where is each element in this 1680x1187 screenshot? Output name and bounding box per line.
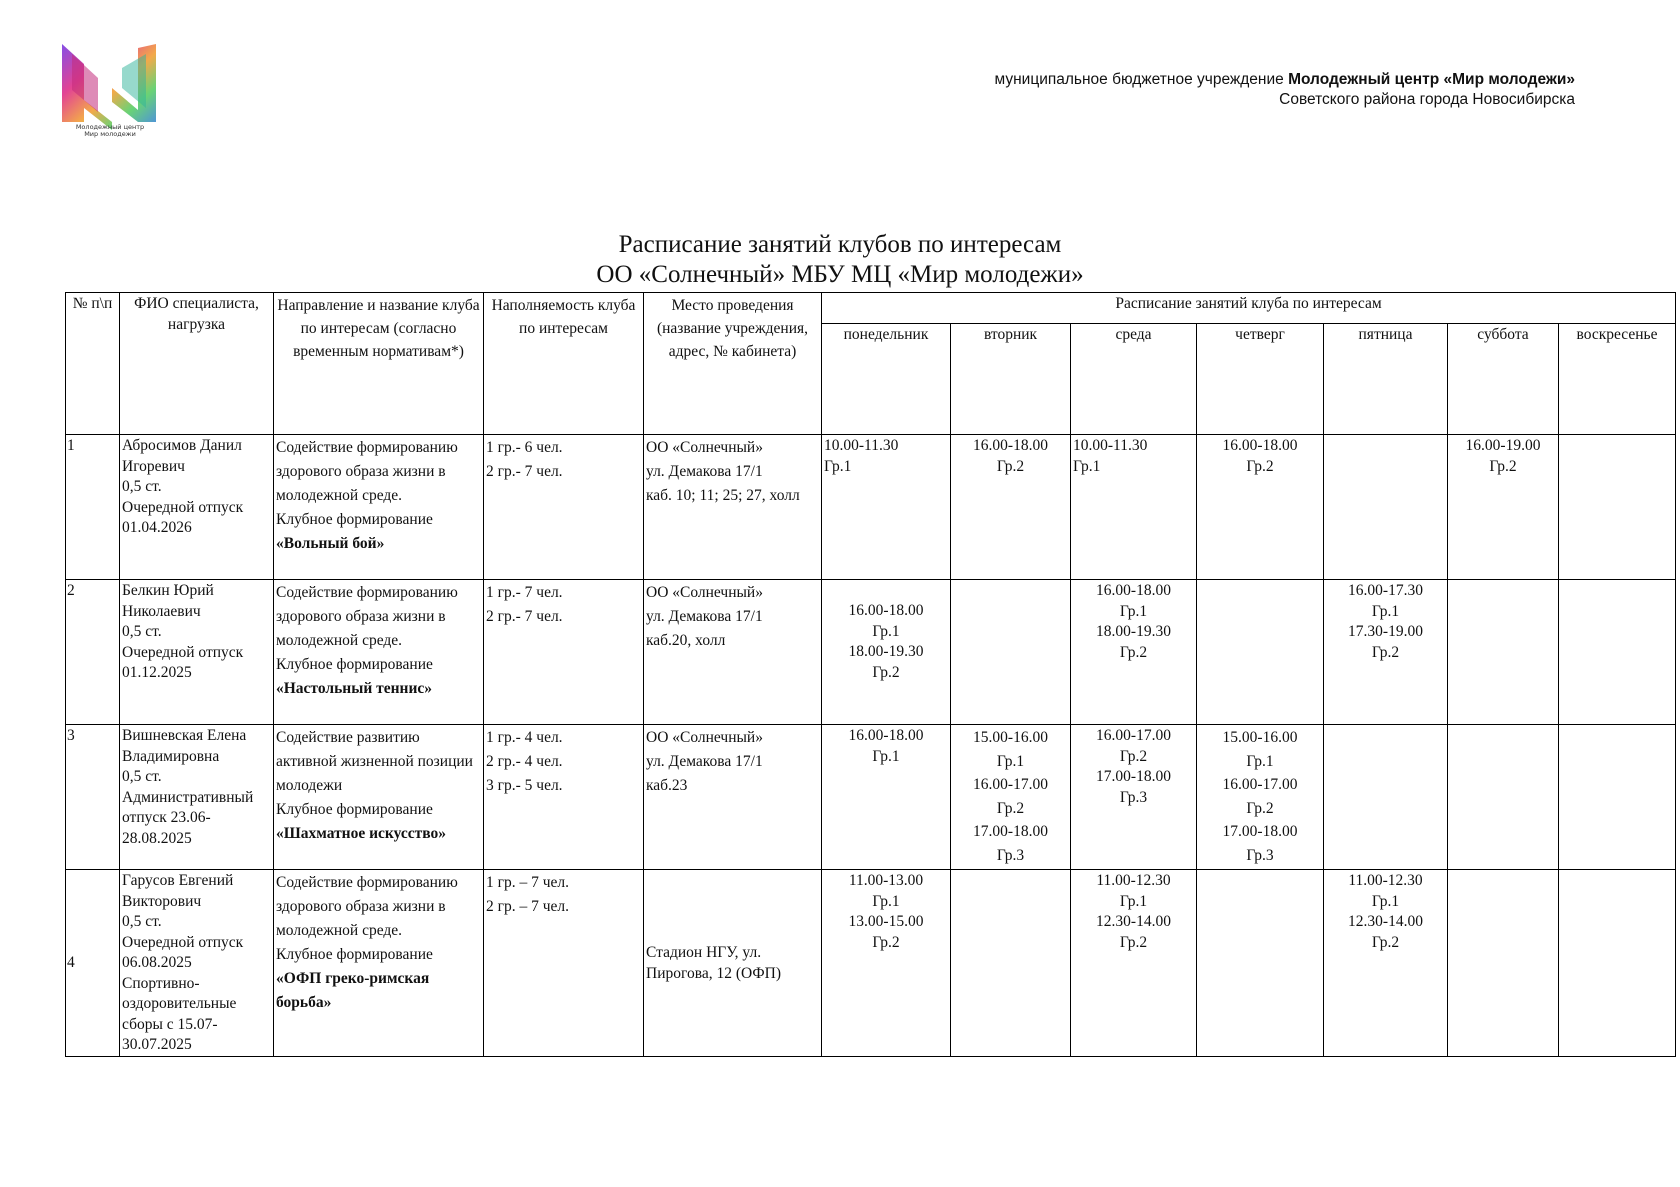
- cell-sunday: [1559, 435, 1676, 580]
- cell-friday: 16.00-17.30 Гр.1 17.30-19.00 Гр.2: [1324, 580, 1448, 725]
- cell-tuesday: 15.00-16.00 Гр.1 16.00-17.00 Гр.2 17.00-18.00 Гр.3: [951, 725, 1071, 870]
- row-place: ОО «Солнечный» ул. Демакова 17/1 каб.20, холл: [644, 580, 822, 725]
- cell-thursday: 15.00-16.00 Гр.1 16.00-17.00 Гр.2 17.00-18.00 Гр.3: [1197, 725, 1324, 870]
- row-direction: Содействие формированию здорового образа жизни в молодежной среде. Клубное формирование «ОФП греко-римская борьба»: [274, 870, 484, 1057]
- row-place: ОО «Солнечный» ул. Демакова 17/1 каб.23: [644, 725, 822, 870]
- row-capacity: 1 гр.- 7 чел. 2 гр.- 7 чел.: [484, 580, 644, 725]
- cell-monday: 16.00-18.00 Гр.1 18.00-19.30 Гр.2: [822, 580, 951, 725]
- header-place: Место проведения (название учреждения, адрес, № кабинета): [644, 293, 822, 435]
- row-direction: Содействие формированию здорового образа жизни в молодежной среде. Клубное формирование «Настольный теннис»: [274, 580, 484, 725]
- day-saturday: суббота: [1448, 324, 1559, 435]
- cell-tuesday: 16.00-18.00 Гр.2: [951, 435, 1071, 580]
- cell-wednesday: 16.00-18.00 Гр.1 18.00-19.30 Гр.2: [1071, 580, 1197, 725]
- row-num: 3: [66, 725, 120, 870]
- table-row: [66, 870, 1676, 1057]
- header-num: № п\п: [66, 293, 120, 435]
- table-row: [66, 580, 1676, 725]
- row-num: 2: [66, 580, 120, 725]
- cell-wednesday: 11.00-12.30 Гр.1 12.30-14.00 Гр.2: [1071, 870, 1197, 1057]
- schedule-table: [65, 292, 1676, 1057]
- row-capacity: 1 гр.- 4 чел. 2 гр.- 4 чел. 3 гр.- 5 чел.: [484, 725, 644, 870]
- cell-friday: 11.00-12.30 Гр.1 12.30-14.00 Гр.2: [1324, 870, 1448, 1057]
- club-name: «Шахматное искусство»: [276, 825, 447, 842]
- row-fio: Абросимов Данил Игоревич 0,5 ст. Очередной отпуск 01.04.2026: [120, 435, 274, 580]
- page-subtitle: ОО «Солнечный» МБУ МЦ «Мир молодежи»: [596, 261, 1084, 288]
- row-fio: Вишневская Елена Владимировна 0,5 ст. Административный отпуск 23.06-28.08.2025: [120, 725, 274, 870]
- table-row: [66, 725, 1676, 870]
- cell-tuesday: [951, 580, 1071, 725]
- cell-friday: [1324, 725, 1448, 870]
- cell-monday: 10.00-11.30 Гр.1: [822, 435, 951, 580]
- cell-tuesday: [951, 870, 1071, 1057]
- club-name: «Настольный теннис»: [276, 680, 433, 697]
- day-thursday: четверг: [1197, 324, 1324, 435]
- day-wednesday: среда: [1071, 324, 1197, 435]
- logo-caption: Молодежный центр Мир молодежи: [75, 123, 145, 138]
- cell-saturday: [1448, 870, 1559, 1057]
- cell-wednesday: 10.00-11.30 Гр.1: [1071, 435, 1197, 580]
- row-num: 4: [66, 870, 120, 1057]
- cell-friday: [1324, 435, 1448, 580]
- row-capacity: 1 гр. – 7 чел. 2 гр. – 7 чел.: [484, 870, 644, 1057]
- row-num: 1: [66, 435, 120, 580]
- row-fio: Белкин Юрий Николаевич 0,5 ст. Очередной отпуск 01.12.2025: [120, 580, 274, 725]
- day-tuesday: вторник: [951, 324, 1071, 435]
- row-place: Стадион НГУ, ул. Пирогова, 12 (ОФП): [644, 870, 822, 1057]
- row-capacity: 1 гр.- 6 чел. 2 гр.- 7 чел.: [484, 435, 644, 580]
- org-prefix: муниципальное бюджетное учреждение: [994, 71, 1289, 88]
- cell-saturday: [1448, 580, 1559, 725]
- row-direction: Содействие развитию активной жизненной позиции молодежи Клубное формирование «Шахматное искусство»: [274, 725, 484, 870]
- cell-saturday: 16.00-19.00 Гр.2: [1448, 435, 1559, 580]
- table-row: [66, 435, 1676, 580]
- header-capacity: Наполняемость клуба по интересам: [484, 293, 644, 435]
- club-name: «ОФП греко-римская борьба»: [276, 970, 430, 1011]
- header-direction: Направление и название клуба по интересам (согласно временным нормативам*): [274, 293, 484, 435]
- header-fio: ФИО специалиста, нагрузка: [120, 293, 274, 435]
- organization-header: [995, 70, 1575, 110]
- cell-sunday: [1559, 725, 1676, 870]
- cell-monday: 16.00-18.00 Гр.1: [822, 725, 951, 870]
- club-name: «Вольный бой»: [276, 535, 385, 552]
- cell-thursday: [1197, 580, 1324, 725]
- cell-thursday: 16.00-18.00 Гр.2: [1197, 435, 1324, 580]
- cell-saturday: [1448, 725, 1559, 870]
- day-monday: понедельник: [822, 324, 951, 435]
- cell-thursday: [1197, 870, 1324, 1057]
- cell-monday: 11.00-13.00 Гр.1 13.00-15.00 Гр.2: [822, 870, 951, 1057]
- row-fio: Гарусов Евгений Викторович 0,5 ст. Очередной отпуск 06.08.2025 Спортивно-оздоровительные сборы с 15.07-30.07.2025: [120, 870, 274, 1057]
- row-place: ОО «Солнечный» ул. Демакова 17/1 каб. 10; 11; 25; 27, холл: [644, 435, 822, 580]
- cell-sunday: [1559, 870, 1676, 1057]
- org-district: Советского района города Новосибирска: [1279, 91, 1575, 108]
- header-schedule: Расписание занятий клуба по интересам: [822, 293, 1676, 324]
- org-name: Молодежный центр «Мир молодежи»: [1288, 71, 1575, 88]
- cell-sunday: [1559, 580, 1676, 725]
- day-sunday: воскресенье: [1559, 324, 1676, 435]
- day-friday: пятница: [1324, 324, 1448, 435]
- row-direction: Содействие формированию здорового образа жизни в молодежной среде. Клубное формирование «Вольный бой»: [274, 435, 484, 580]
- cell-wednesday: 16.00-17.00 Гр.2 17.00-18.00 Гр.3: [1071, 725, 1197, 870]
- page-title: Расписание занятий клубов по интересам: [618, 231, 1062, 258]
